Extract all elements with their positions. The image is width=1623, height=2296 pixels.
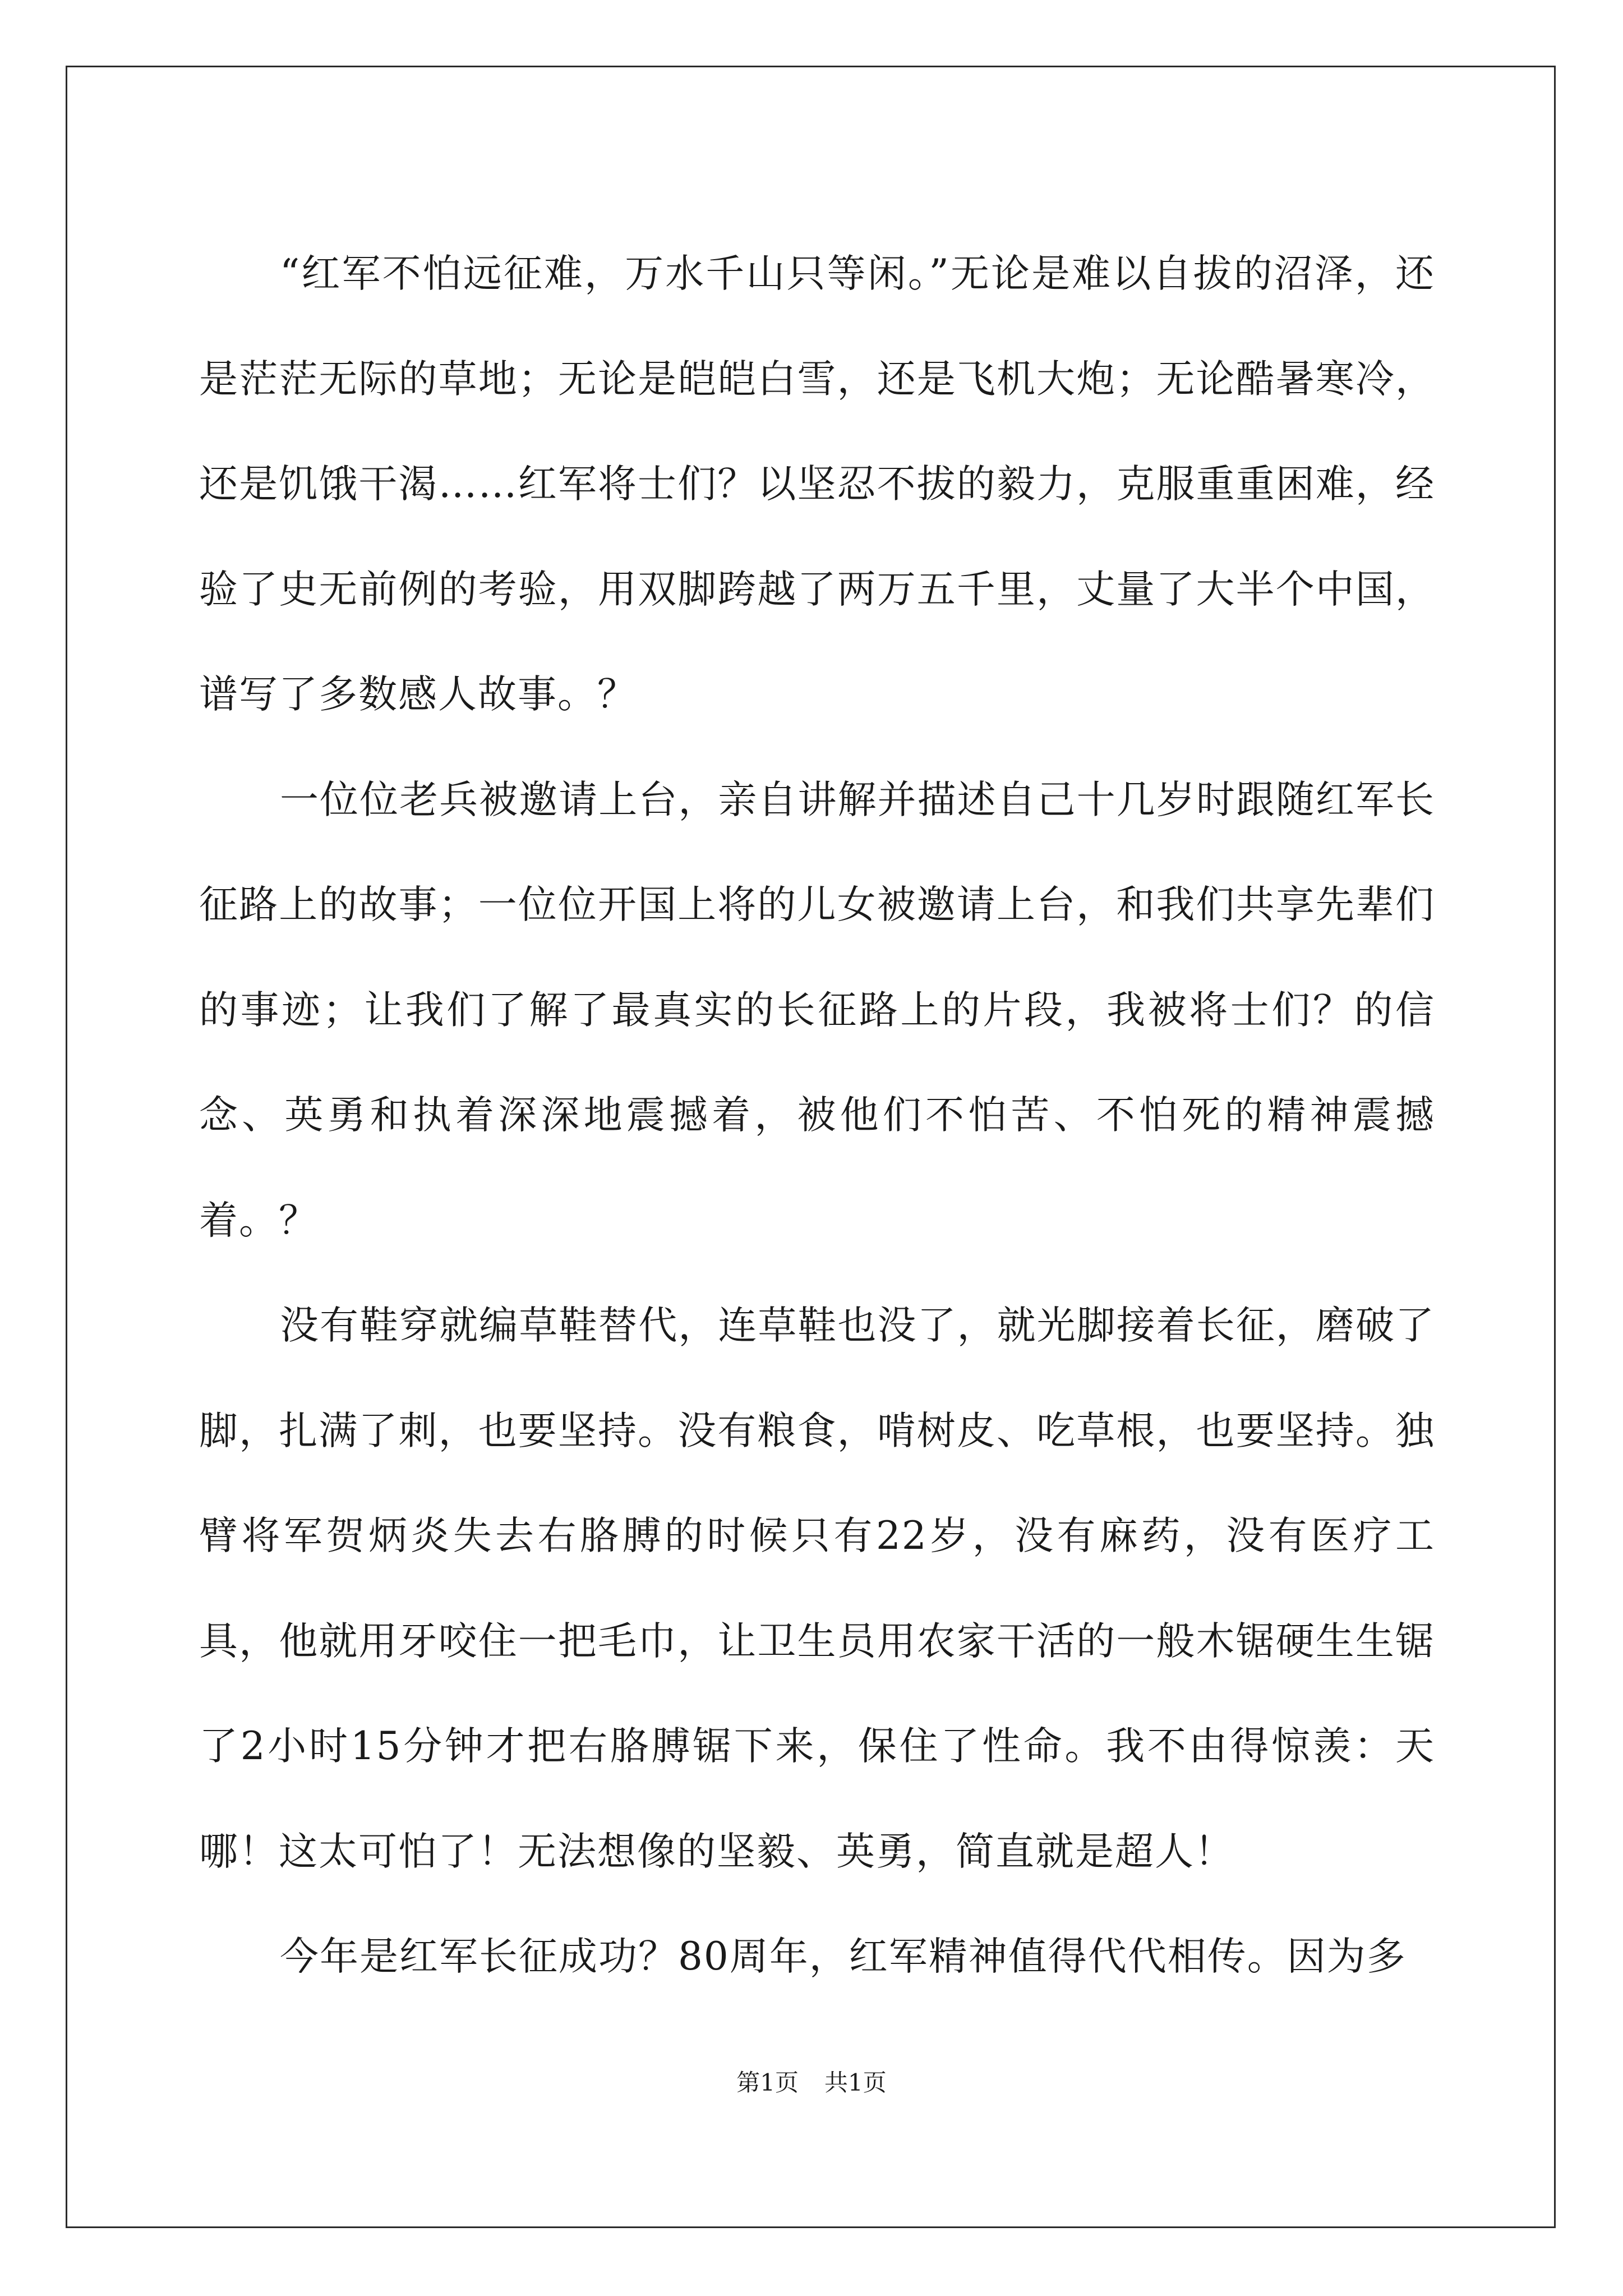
paragraph-2: 一位位老兵被邀请上台，亲自讲解并描述自己十几岁时跟随红军长征路上的故事；一位位开国上将的儿女被邀请上台，和我们共享先辈们的事迹；让我们了解了最真实的长征路上的片段，我被将士们？的信念、英勇和执着深深地震撼着，被他们不怕苦、不怕死的精神震撼着。？	[199, 777, 1435, 1243]
page-total: 共1页	[824, 2069, 887, 2096]
paragraph-3: 没有鞋穿就编草鞋替代，连草鞋也没了，就光脚接着长征，磨破了脚，扎满了刺，也要坚持。没有粮食，啃树皮、吃草根，也要坚持。独臂将军贺炳炎失去右胳膊的时候只有22岁，没有麻药，没有医疗工具，他就用牙咬住一把毛巾，让卫生员用农家干活的一般木锯硬生生锯了2小时15分钟才把右胳膊锯下来，保住了性命。我不由得惊羡：天哪！这太可怕了！无法想像的坚毅、英勇，简直就是超人！	[199, 1303, 1435, 1874]
paragraph-1: “红军不怕远征难，万水千山只等闲。”无论是难以自拔的沼泽，还是茫茫无际的草地；无论是皑皑白雪，还是飞机大炮；无论酷暑寒冷，还是饥饿干渴……红军将士们？以坚忍不拔的毅力，克服重重困难，经验了史无前例的考验，用双脚跨越了两万五千里，丈量了大半个中国，谱写了多数感人故事。？	[199, 251, 1435, 717]
paragraph-4: 今年是红军长征成功？80周年，红军精神值得代代相传。因为多	[280, 1934, 1407, 1979]
page-footer	[0, 2069, 1623, 2097]
document-body	[199, 222, 1435, 2010]
page-number: 第1页	[736, 2069, 799, 2096]
